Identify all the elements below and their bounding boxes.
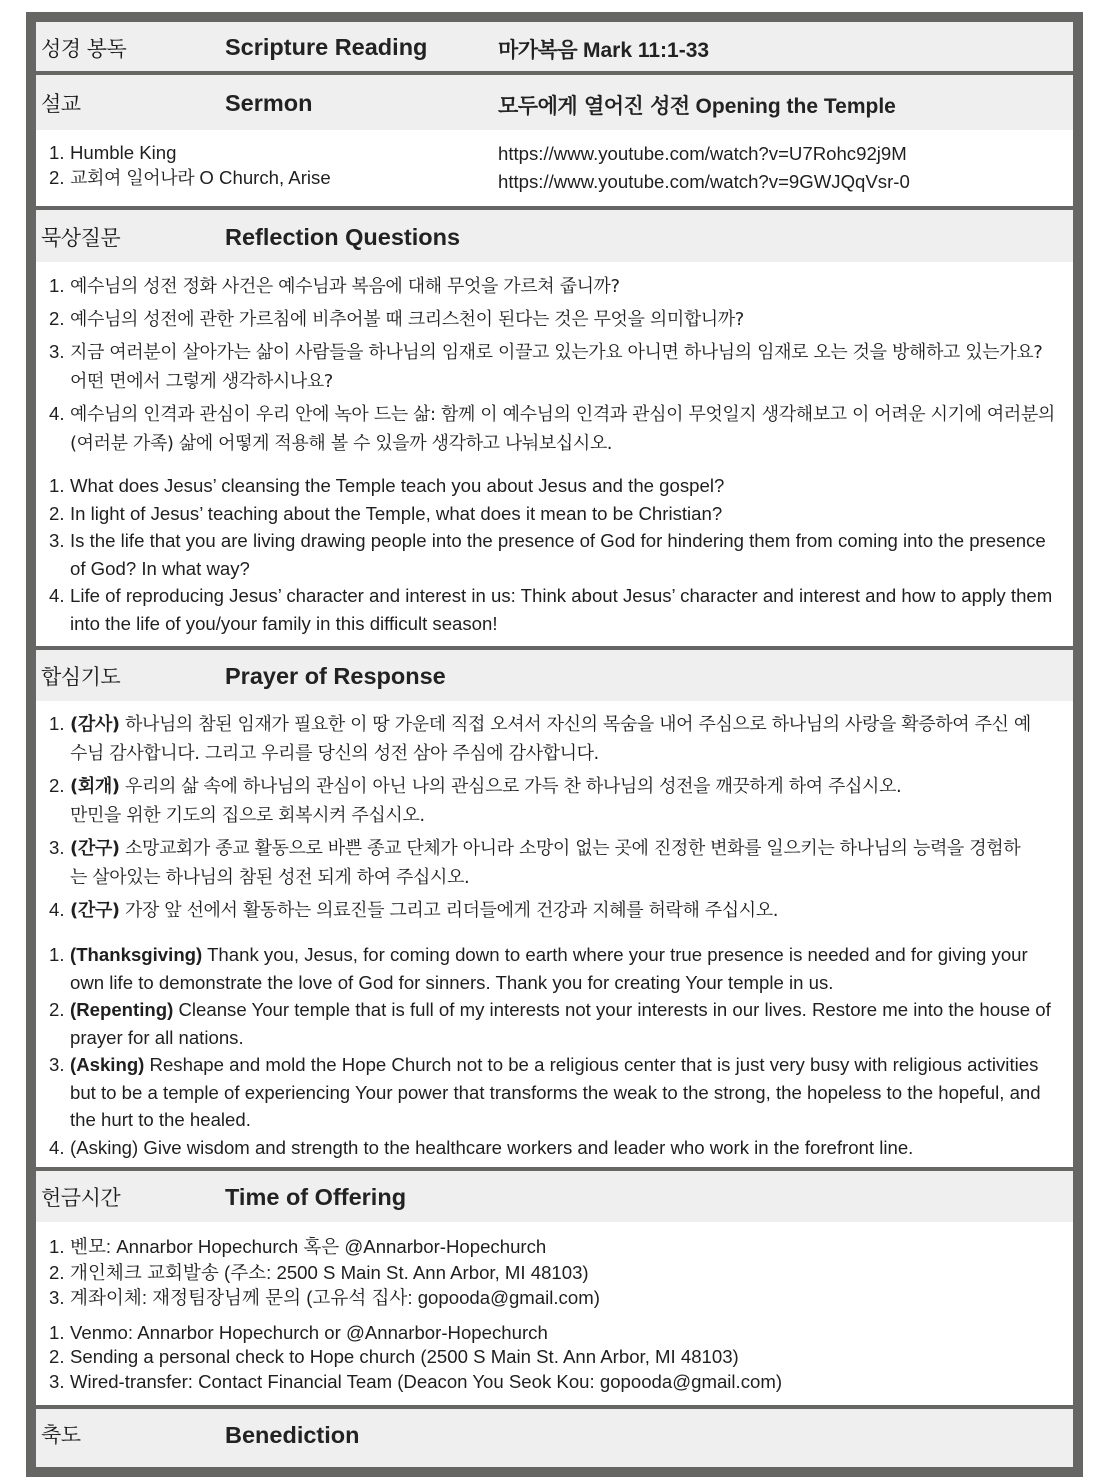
prayer-ko bbox=[36, 710, 1033, 768]
offering-label-en: Time of Offering bbox=[225, 1184, 407, 1210]
scripture-reference-en: Mark 11:1-33 bbox=[583, 39, 710, 62]
prayer-tag: (Repenting) bbox=[70, 999, 174, 1020]
prayer-text: 우리의 삶 속에 하나님의 관심이 아닌 나의 관심으로 가득 찬 하나님의 성전을 깨끗하게 하여 주십시오. bbox=[119, 776, 902, 797]
question-text: 예수님의 성전 정화 사건은 예수님과 복음에 대해 무엇을 가르쳐 줍니까? bbox=[70, 276, 620, 297]
sermon-title bbox=[498, 90, 896, 120]
offering-ko-list bbox=[36, 1222, 1073, 1311]
prayer-header bbox=[36, 650, 1073, 701]
prayer-ko bbox=[36, 896, 1033, 925]
prayers-en bbox=[36, 925, 1073, 1161]
offering-item-en bbox=[36, 1370, 1073, 1395]
offering-en-list bbox=[36, 1311, 1073, 1395]
prayer-number: 1. bbox=[49, 713, 65, 734]
prayer-en bbox=[36, 1051, 1061, 1134]
prayer-text: Thank you, Jesus, for coming down to earth where your true presence is needed and for giving your own life to demonstrate the love of God for sinners. Thank you for creating Your temple in us. bbox=[70, 944, 1028, 993]
song-list bbox=[36, 140, 331, 191]
prayer-en bbox=[36, 996, 1061, 1051]
offering-text: 벤모: Annarbor Hopechurch 혹은 @Annarbor-Hopechurch bbox=[70, 1236, 547, 1257]
question-number: 1. bbox=[49, 275, 65, 296]
scripture-reference bbox=[498, 34, 709, 64]
offering-text: Wired-transfer: Contact Financial Team (Deacon You Seok Kou: gopooda@gmail.com) bbox=[70, 1370, 783, 1392]
question-number: 3. bbox=[49, 530, 65, 551]
offering-number: 1. bbox=[49, 1321, 65, 1343]
reflection-section bbox=[36, 210, 1073, 646]
question-ko bbox=[36, 400, 1055, 458]
question-number: 1. bbox=[49, 475, 65, 496]
questions-ko bbox=[36, 262, 1073, 458]
offering-item-en bbox=[36, 1345, 1073, 1370]
song-number: 2. bbox=[49, 167, 65, 188]
question-text: In light of Jesus’ teaching about the Temple, what does it mean to be Christian? bbox=[70, 502, 723, 524]
prayer-number: 3. bbox=[49, 1054, 65, 1075]
question-number: 4. bbox=[49, 403, 65, 424]
offering-number: 3. bbox=[49, 1370, 65, 1392]
sermon-title-ko: 모두에게 열어진 성전 bbox=[498, 94, 690, 118]
prayer-text: (Asking) Give wisdom and strength to the healthcare workers and leader who work in the forefront line. bbox=[70, 1136, 914, 1158]
scripture-label-en: Scripture Reading bbox=[225, 34, 428, 60]
offering-label-ko: 헌금시간 bbox=[41, 1186, 121, 1210]
prayer-label-ko: 합심기도 bbox=[41, 665, 121, 689]
offering-number: 2. bbox=[49, 1261, 65, 1283]
question-number: 4. bbox=[49, 585, 65, 606]
prayer-number: 2. bbox=[49, 775, 65, 796]
offering-header bbox=[36, 1171, 1073, 1222]
offering-text: Venmo: Annarbor Hopechurch or @Annarbor-Hopechurch bbox=[70, 1321, 548, 1343]
prayer-number: 2. bbox=[49, 999, 65, 1020]
offering-text: 계좌이체: 재정팀장님께 문의 (고유석 집사: gopooda@gmail.com) bbox=[70, 1287, 600, 1308]
prayer-text: 소망교회가 종교 활동으로 바쁜 종교 단체가 아니라 소망이 없는 곳에 진정한 변화를 일으키는 하나님의 능력을 경험하는 살아있는 하나님의 참된 성전 되게 하여 주십시오. bbox=[70, 838, 1021, 888]
prayer-en bbox=[36, 1134, 1061, 1162]
song-title-en: Humble King bbox=[70, 142, 177, 163]
question-ko bbox=[36, 338, 1055, 396]
sermon-body bbox=[36, 130, 1073, 206]
sermon-header bbox=[36, 75, 1073, 130]
sermon-section bbox=[36, 75, 1073, 206]
prayer-tag: (간구) bbox=[70, 838, 120, 859]
question-text: Is the life that you are living drawing people into the presence of God for hindering them from coming into the presence of God? In what way? bbox=[70, 530, 1046, 579]
question-text: 지금 여러분이 살아가는 삶이 사람들을 하나님의 임재로 이끌고 있는가요 아니면 하나님의 임재로 오는 것을 방해하고 있는가요? 어떤 면에서 그렇게 생각하시나요? bbox=[70, 342, 1043, 392]
offering-body bbox=[36, 1222, 1073, 1394]
prayer-tag: (감사) bbox=[70, 714, 120, 735]
prayer-number: 1. bbox=[49, 944, 65, 965]
question-number: 3. bbox=[49, 341, 65, 362]
prayer-text: Reshape and mold the Hope Church not to be a religious center that is just very busy with religious activities but to be a temple of experiencing Your power that transforms the weak to the strong, the hopeless to the hopeful, and the hurt to the healed. bbox=[70, 1054, 1041, 1130]
prayer-ko bbox=[36, 772, 1033, 830]
reflection-header bbox=[36, 210, 1073, 262]
sermon-title-en: Opening the Temple bbox=[695, 95, 896, 118]
prayer-tag: (Thanksgiving) bbox=[70, 944, 203, 965]
offering-item-ko bbox=[36, 1285, 1073, 1311]
prayer-en bbox=[36, 941, 1061, 996]
song-title-en: O Church, Arise bbox=[199, 167, 331, 188]
offering-item-en bbox=[36, 1321, 1073, 1346]
question-text: 예수님의 인격과 관심이 우리 안에 녹아 드는 삶: 함께 이 예수님의 인격과 관심이 무엇일지 생각해보고 이 어려운 시기에 여러분의 (여러분 가족) 삶에 어떻게 적용해 볼 수 있을까 생각하고 나눠보십시오. bbox=[70, 404, 1055, 454]
question-text: What does Jesus’ cleansing the Temple teach you about Jesus and the gospel? bbox=[70, 475, 725, 496]
prayers-ko bbox=[36, 701, 1073, 925]
question-en bbox=[36, 500, 1061, 528]
offering-number: 3. bbox=[49, 1287, 65, 1308]
song-links bbox=[498, 140, 910, 196]
prayer-text: Cleanse Your temple that is full of my interests not your interests in our lives. Restore me into the house of prayer for all nations. bbox=[70, 999, 1051, 1048]
song-item bbox=[36, 140, 331, 165]
order-of-worship-frame bbox=[26, 12, 1083, 1477]
benediction-label-ko: 축도 bbox=[41, 1423, 81, 1447]
question-en bbox=[36, 527, 1061, 582]
reflection-label-ko: 묵상질문 bbox=[41, 226, 121, 250]
question-number: 2. bbox=[49, 308, 65, 329]
benediction-header bbox=[36, 1409, 1073, 1467]
scripture-label-ko: 성경 봉독 bbox=[41, 37, 127, 61]
sermon-label-ko: 설교 bbox=[41, 92, 81, 116]
question-en bbox=[36, 472, 1061, 500]
prayer-text: 가장 앞 선에서 활동하는 의료진들 그리고 리더들에게 건강과 지혜를 허락해 주십시오. bbox=[119, 900, 779, 921]
scripture-reference-ko: 마가복음 bbox=[498, 38, 578, 62]
song-item bbox=[36, 165, 331, 191]
song-link[interactable]: https://www.youtube.com/watch?v=U7Rohc92j9M bbox=[498, 143, 907, 164]
offering-text: Sending a personal check to Hope church (2500 S Main St. Ann Arbor, MI 48103) bbox=[70, 1346, 739, 1367]
sermon-label-en: Sermon bbox=[225, 90, 313, 116]
scripture-header bbox=[36, 22, 1073, 71]
offering-text: 개인체크 교회발송 (주소: 2500 S Main St. Ann Arbor, MI 48103) bbox=[70, 1261, 589, 1283]
prayer-text: 하나님의 참된 임재가 필요한 이 땅 가운데 직접 오셔서 자신의 목숨을 내어 주심으로 하나님의 사랑을 확증하여 주신 예수님 감사합니다. 그리고 우리를 당신의 성전 삼아 주심에 감사합니다. bbox=[70, 714, 1031, 764]
questions-en bbox=[36, 458, 1073, 637]
question-number: 2. bbox=[49, 502, 65, 524]
question-en bbox=[36, 582, 1061, 637]
offering-item-ko bbox=[36, 1234, 1073, 1260]
question-ko bbox=[36, 272, 1055, 301]
prayer-label-en: Prayer of Response bbox=[225, 663, 446, 689]
offering-number: 2. bbox=[49, 1346, 65, 1367]
prayer-tag: (간구) bbox=[70, 900, 120, 921]
song-title-ko: 교회여 일어나라 bbox=[70, 168, 195, 189]
prayer-number: 4. bbox=[49, 899, 65, 920]
question-text: 예수님의 성전에 관한 가르침에 비추어볼 때 크리스천이 된다는 것은 무엇을 의미합니까? bbox=[70, 309, 744, 330]
song-number: 1. bbox=[49, 142, 65, 163]
offering-section bbox=[36, 1171, 1073, 1405]
benediction-label-en: Benediction bbox=[225, 1422, 360, 1448]
offering-number: 1. bbox=[49, 1236, 65, 1257]
prayer-number: 4. bbox=[49, 1136, 65, 1158]
prayer-body bbox=[36, 701, 1073, 1161]
prayer-tag: (Asking) bbox=[70, 1054, 145, 1075]
reflection-body bbox=[36, 262, 1073, 637]
prayer-text: 만민을 위한 기도의 집으로 회복시켜 주십시오. bbox=[70, 805, 425, 826]
song-link[interactable]: https://www.youtube.com/watch?v=9GWJQqVsr-0 bbox=[498, 171, 910, 192]
offering-item-ko bbox=[36, 1260, 1073, 1286]
reflection-label-en: Reflection Questions bbox=[225, 224, 461, 250]
prayer-tag: (회개) bbox=[70, 776, 120, 797]
question-text: Life of reproducing Jesus’ character and interest in us: Think about Jesus’ character and interest and how to apply them into the life of you/your family in this difficult season! bbox=[70, 585, 1053, 634]
prayer-number: 3. bbox=[49, 837, 65, 858]
prayer-ko bbox=[36, 834, 1033, 892]
question-ko bbox=[36, 305, 1055, 334]
prayer-section bbox=[36, 650, 1073, 1167]
